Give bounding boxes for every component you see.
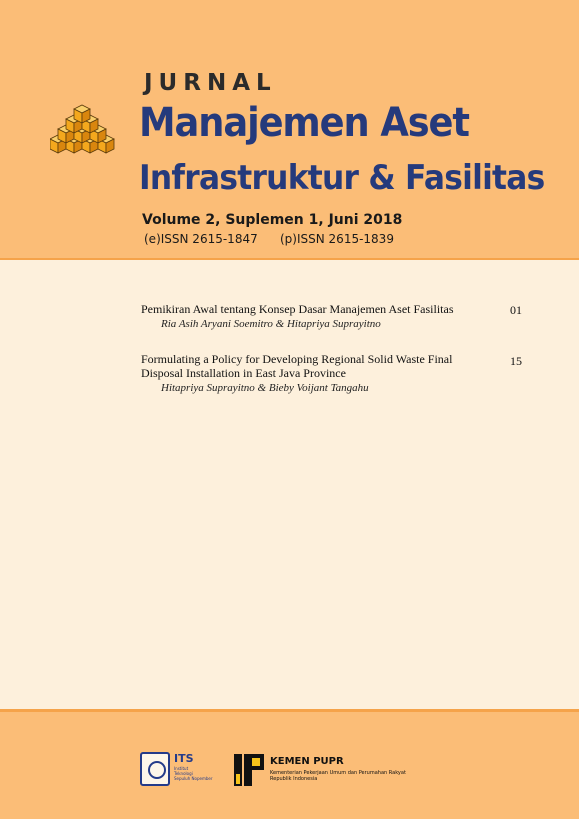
its-wordmark: ITS (174, 752, 194, 765)
article-2-page: 15 (510, 354, 522, 368)
stacked-cubes-icon (50, 103, 132, 155)
article-2-title-line1[interactable]: Formulating a Policy for Developing Regional Solid Waste Final (141, 352, 453, 366)
pupr-emblem-icon (232, 752, 266, 788)
journal-title-line1: Manajemen Aset (139, 100, 469, 146)
volume-info: Volume 2, Suplemen 1, Juni 2018 (142, 212, 403, 228)
its-subtitle: Institut Teknologi Sepuluh Nopember (174, 766, 213, 781)
article-1-authors: Ria Asih Aryani Soemitro & Hitapriya Suprayitno (161, 318, 381, 330)
eissn: (e)ISSN 2615-1847 (144, 232, 258, 246)
journal-title-line2: Infrastruktur & Fasilitas (139, 158, 545, 198)
its-emblem-icon (140, 752, 170, 786)
pupr-subtitle: Kementerian Pekerjaan Umum dan Perumahan Rakyat Republik Indonesia (270, 770, 406, 782)
article-1-title[interactable]: Pemikiran Awal tentang Konsep Dasar Manajemen Aset Fasilitas (141, 302, 454, 316)
article-1-page: 01 (510, 303, 522, 317)
its-logo (140, 752, 230, 788)
journal-label: JURNAL (144, 70, 277, 96)
article-2-authors: Hitapriya Suprayitno & Bieby Voijant Tangahu (161, 382, 369, 394)
article-2-title-line2[interactable]: Disposal Installation in East Java Province (141, 366, 346, 380)
pupr-name: KEMEN PUPR (270, 756, 344, 767)
pissn: (p)ISSN 2615-1839 (280, 232, 394, 246)
